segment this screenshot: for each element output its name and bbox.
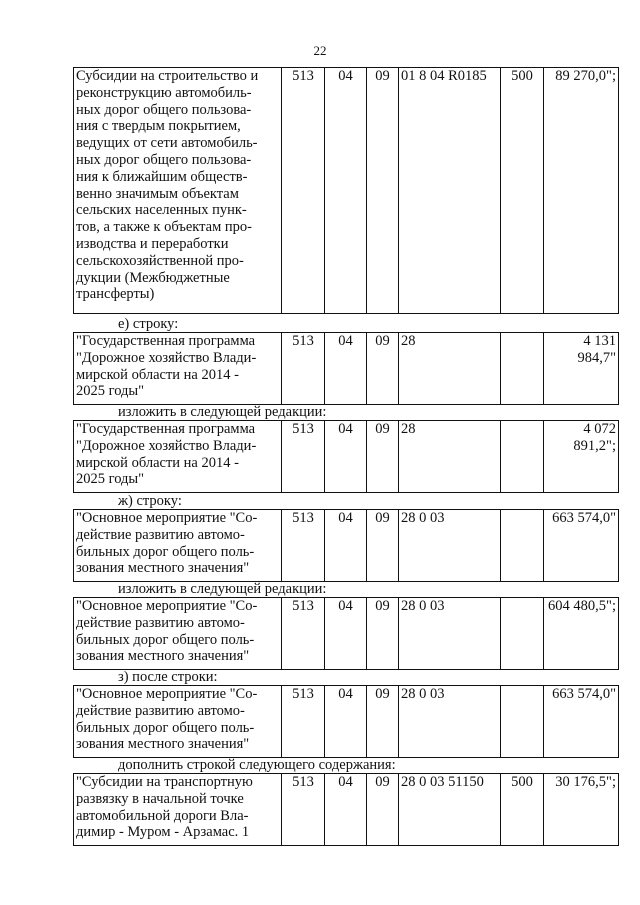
expense-type-code: [501, 510, 544, 582]
table-row: [74, 686, 619, 758]
table-row: [74, 598, 619, 670]
item-name: "Основное мероприятие "Со- действие развитию автомо- бильных дорог общего поль- зования местного значения": [74, 686, 282, 758]
ministry-code: 513: [282, 774, 325, 846]
ministry-code: 513: [282, 686, 325, 758]
item-name: Субсидии на строительство и реконструкцию автомобиль- ных дорог общего пользова- ния с твердым покрытием, ведущих от сети автомобиль- ных дорог общего пользова- ния к ближайшим обществ- венно значимым объектам сельских населенных пунк- тов, а также к объектам про- изводства и переработки сельскохозяйственной про- дукции (Межбюджетные трансферты): [74, 68, 282, 314]
table-block: [73, 420, 619, 493]
amount: 4 131 984,7": [544, 333, 619, 405]
instruction-caption: е) строку:: [118, 316, 179, 332]
table-block: [73, 597, 619, 670]
instruction-caption: дополнить строкой следующего содержания:: [118, 757, 396, 773]
section-code: 04: [325, 774, 367, 846]
amount: 30 176,5";: [544, 774, 619, 846]
ministry-code: 513: [282, 333, 325, 405]
budget-table: [73, 597, 619, 670]
subsection-code: 09: [367, 510, 399, 582]
expense-type-code: 500: [501, 68, 544, 314]
table-block: [73, 773, 619, 846]
subsection-code: 09: [367, 421, 399, 493]
item-name: "Государственная программа "Дорожное хозяйство Влади- мирской области на 2014 - 2025 годы": [74, 421, 282, 493]
ministry-code: 513: [282, 421, 325, 493]
target-article-code: 28: [399, 421, 501, 493]
target-article-code: 28 0 03: [399, 598, 501, 670]
budget-table: [73, 685, 619, 758]
instruction-caption: изложить в следующей редакции:: [118, 404, 327, 420]
expense-type-code: [501, 686, 544, 758]
section-code: 04: [325, 333, 367, 405]
table-row: [74, 68, 619, 314]
target-article-code: 28: [399, 333, 501, 405]
section-code: 04: [325, 68, 367, 314]
amount: 663 574,0": [544, 510, 619, 582]
amount: 663 574,0": [544, 686, 619, 758]
subsection-code: 09: [367, 68, 399, 314]
expense-type-code: 500: [501, 774, 544, 846]
subsection-code: 09: [367, 598, 399, 670]
table-block: [73, 67, 619, 314]
budget-table: [73, 773, 619, 846]
target-article-code: 28 0 03 51150: [399, 774, 501, 846]
section-code: 04: [325, 421, 367, 493]
section-code: 04: [325, 598, 367, 670]
expense-type-code: [501, 421, 544, 493]
ministry-code: 513: [282, 510, 325, 582]
budget-table: [73, 420, 619, 493]
instruction-caption: изложить в следующей редакции:: [118, 581, 327, 597]
table-row: [74, 421, 619, 493]
page-number: 22: [313, 43, 327, 58]
target-article-code: 01 8 04 R0185: [399, 68, 501, 314]
section-code: 04: [325, 686, 367, 758]
item-name: "Основное мероприятие "Со- действие развитию автомо- бильных дорог общего поль- зования местного значения": [74, 598, 282, 670]
instruction-caption: з) после строки:: [118, 669, 218, 685]
budget-table: [73, 509, 619, 582]
table-block: [73, 685, 619, 758]
table-row: [74, 510, 619, 582]
target-article-code: 28 0 03: [399, 510, 501, 582]
subsection-code: 09: [367, 774, 399, 846]
expense-type-code: [501, 598, 544, 670]
table-row: [74, 774, 619, 846]
target-article-code: 28 0 03: [399, 686, 501, 758]
amount: 604 480,5";: [544, 598, 619, 670]
subsection-code: 09: [367, 686, 399, 758]
instruction-caption: ж) строку:: [118, 493, 182, 509]
table-block: [73, 509, 619, 582]
ministry-code: 513: [282, 598, 325, 670]
budget-table: [73, 332, 619, 405]
section-code: 04: [325, 510, 367, 582]
amount: 89 270,0";: [544, 68, 619, 314]
amount: 4 072 891,2";: [544, 421, 619, 493]
item-name: "Государственная программа "Дорожное хозяйство Влади- мирской области на 2014 - 2025 годы": [74, 333, 282, 405]
budget-table: [73, 67, 619, 314]
ministry-code: 513: [282, 68, 325, 314]
item-name: "Субсидии на транспортную развязку в начальной точке автомобильной дороги Вла- димир - Муром - Арзамас. 1: [74, 774, 282, 846]
subsection-code: 09: [367, 333, 399, 405]
table-block: [73, 332, 619, 405]
item-name: "Основное мероприятие "Со- действие развитию автомо- бильных дорог общего поль- зования местного значения": [74, 510, 282, 582]
expense-type-code: [501, 333, 544, 405]
table-row: [74, 333, 619, 405]
